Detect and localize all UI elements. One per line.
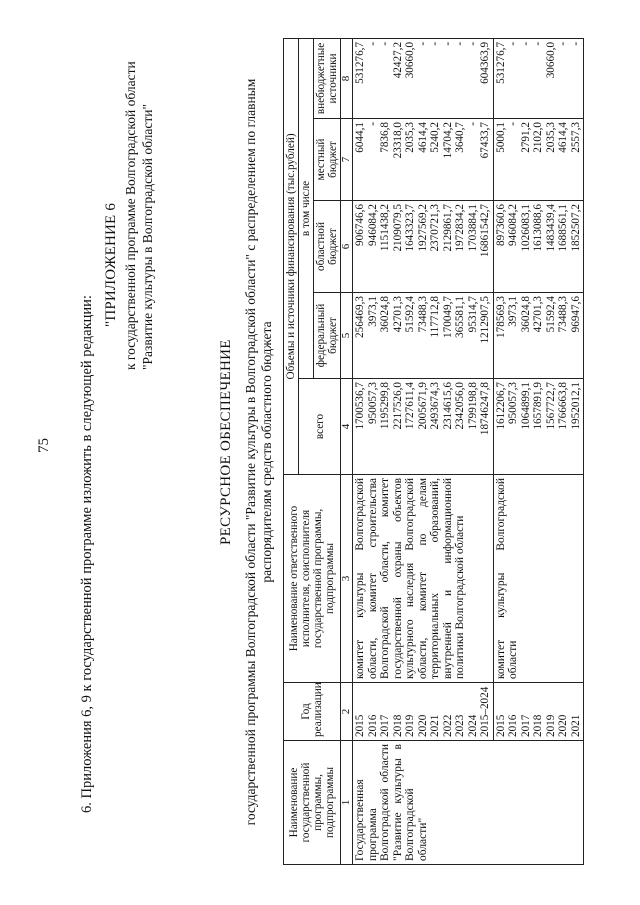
document-heading: РЕСУРСНОЕ ОБЕСПЕЧЕНИЕ [218,339,234,545]
appendix-subtitle: к государственной программе Волгоградской области "Развитие культуры в Волгоградской области" [123,61,155,370]
federal-cell: 178569,3 3973,1 36024,8 42701,3 51592,4 73488,3 96947,6 [493,293,584,379]
header-local: местный бюджет [314,119,341,201]
header-funding-group: Объемы и источники финансирования (тыс.рублей) [284,38,299,474]
column-number: 8 [341,38,353,118]
extrabudget-cell: 531276,7 - - - 30660,0 - - [493,38,584,118]
executor-cell: комитет культуры Волгоградской области, комитет строительства Волгоградской области, комитет государственной охраны объектов культурного наследия Волгоградской области, комитет по делам территориальных образований, внутренней и информационной политики Волгоградской области [353,475,494,683]
header-program-name: Наименование государственной программы, подпрограммы [284,741,341,865]
program-name-cell-continued [493,741,584,865]
executor-cell: комитет культуры Волгоградской области [493,475,584,683]
column-number: 5 [341,293,353,379]
header-executor: Наименование ответственного исполнителя, соисполнителя государственной программы, подпрограммы [284,475,341,683]
years-cell: 2015 2016 2017 2018 2019 2020 2021 [493,683,584,741]
column-number: 3 [341,475,353,683]
total-cell: 1700536,7 950057,3 1195299,8 2217526,0 1727611,4 2005671,9 2493674,3 2314615,6 2342056,0 1799198,8 18746247,8 [353,379,494,475]
regional-cell: 906746,6 946084,2 1151438,2 2109079,5 1643323,7 1927569,2 2370721,3 2129861,7 1972834,2 1703884,1 16861542,7 [353,201,494,293]
column-number: 6 [341,201,353,293]
total-cell: 1612206,7 950057,3 1064899,1 1657891,9 1567722,7 1766663,8 1952012,1 [493,379,584,475]
regional-cell: 897360,6 946084,2 1026083,1 1613088,6 1483439,4 1688561,1 1852507,2 [493,201,584,293]
header-regional: областной бюджет [314,201,341,293]
header-total: всего [299,379,341,475]
header-extrabudget: внебюджетные источники [314,38,341,118]
intro-text: 6. Приложения 6, 9 к государственной программе изложить в следующей редакции: [79,295,95,813]
extrabudget-cell: 531276,7 - - 42427,2 30660,0 - - - - - 604363,9 [353,38,494,118]
column-number-row [341,38,353,864]
column-number: 2 [341,683,353,741]
column-number: 7 [341,119,353,201]
header-year: Год реализации [284,683,341,741]
federal-cell: 256469,3 3973,1 36024,8 42701,3 51592,4 73488,3 117712,8 170049,7 365581,1 95314,7 1212907,5 [353,293,494,379]
table-row-committee-culture [493,38,584,864]
years-cell: 2015 2016 2017 2018 2019 2020 2021 2022 2023 2024 2015–2024 [353,683,494,741]
program-name-cell: Государственная программа Волгоградской области "Развитие культуры в Волгоградской области" [353,741,494,865]
page-number: 75 [36,438,52,453]
header-including: в том числе [299,38,314,378]
column-number: 1 [341,741,353,865]
column-number: 4 [341,379,353,475]
local-cell: 5000,1 - 2791,2 2102,0 2035,3 4614,4 2557,3 [493,119,584,201]
document-subheading: государственной программы Волгоградской области "Развитие культуры в Волгоградской области" с распределением по главным распорядителям средств областного бюджета [243,78,274,826]
appendix-title: "ПРИЛОЖЕНИЕ 6 [103,202,119,327]
table-row-program-total [353,38,494,864]
header-federal: федеральный бюджет [314,293,341,379]
resource-table [283,38,584,865]
local-cell: 6044,1 - 7836,8 23318,0 2035,3 4614,4 5240,2 14704,2 3640,7 - 67433,7 [353,119,494,201]
table-header-row-1 [284,38,299,864]
